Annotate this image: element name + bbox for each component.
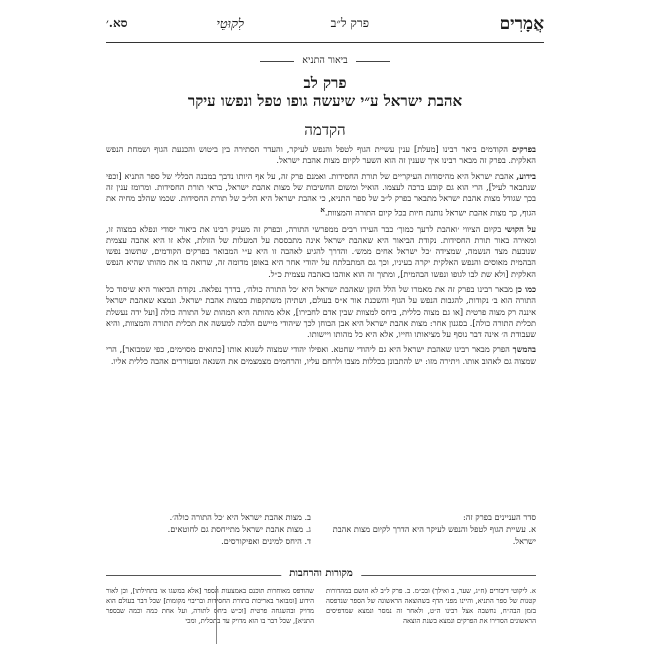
running-header: [106, 14, 544, 40]
header-page-number: סא.׳: [106, 16, 128, 30]
summary-item: ג. מצות אהבת ישראל מתייחסת גם לחוטאים.: [167, 524, 311, 534]
paragraph-text: אהבת ישראל היא מהיסודות העיקריים של תורת החסידות. ואמנם פרק זה, על אף היותו נדבך במבנה הכללי של ספר התניא [וכפי שנתבאר לעיל], הרי הוא גם קובע ברכה לעצמו. הואיל ומשום החשיבות של מצות אהבת ישראל, בראי תורת החסידות. ומרומז ענין זה בכך שגודל מצות אהבת ישראל מתבאר בפרק ל״ב של ספר התניא, כי אהבת ישראל היא הל״ב של תורת החסידות. שכמו שהלב מחיה את הגוף, כך מצות אהבת ישראל נותנת חיות בכל קיום התורה והמצוות.: [106, 170, 536, 219]
paragraph: [106, 144, 536, 167]
footnotes: [106, 586, 536, 644]
summary-left-column: [106, 511, 311, 547]
paragraph-text: הקודמים ביאר רבינו [מעלת] ענין עשיית הגוף לטפל והנפש לעיקר, והעדר הסתירה בין ביטוש והכנעת הגוף ושמחת הנפש האלקית. בפרק זה מבאר רבינו איך שענין זה הוא השער לקיום מצות אהבת ישראל.: [106, 144, 536, 166]
header-chapter: פרק ל״ב: [330, 16, 369, 30]
paragraph: [106, 171, 536, 220]
summary-item: ב. מצות אהבת ישראל היא ׳כל התורה כולה׳.: [169, 512, 311, 522]
paragraph-lead: בהמשך: [512, 344, 536, 355]
summary-item: א. עשיית הגוף לטפל והנפש לעיקר היא הדרך לקיום מצות אהבת ישראל.: [332, 524, 536, 546]
paragraph-text: מבאר רבינו בפרק זה את מאמרו של הלל הזקן שאהבת ישראל היא ׳כל התורה כולה׳, בדרך נפלאה. נקודת הביאור היא שיסוד כל התורה הוא ב׳ נקודות, להגבות הנפש על הגוף והשכנת אור א״ס בעולם, ושתיהן משתקפות במצות אהבת ישראל. ונמצא שאהבת ישראל איננה רק מצוה פרטית [או גם מצוה כללית, ביחס למצוות שבין אדם לחבירו], אלא מהותה היא המהות של התורה כולה [ועל ידה נעשלת תכלית התורה כולה]. בסגנון אחר: מצות אהבת ישראל היא אבן הבוחן לכך שיהודי מיישם הלכה למעשה את תכלית התורה והמצוות, והיא שעבודת ה׳ אינה דבר נוסף על מציאותו וחייו, אלא היא כל מהותו ויישותו.: [106, 284, 536, 340]
paragraph-lead: כמו כן: [515, 284, 536, 294]
paragraph-lead: בפרקים: [511, 144, 536, 154]
body-text: [106, 144, 536, 371]
footnote-column-right: א. ליקוטי דיבורים (ח״ג, שער, ב ואילך) ובכ״מ. ב. פרק ל״ב לא הושם במהדורות קטנות של ספר התניא, והיינו מפני הדף בשהוצאה הראשונה של הספר שנדפסה בזמן הבה״ח, נחשבה אצל רבינו ה״ט, ולאחר זה נמסר ונמצא שמדפיסים הראשונים הסדירו את הפרקים ונמצא בשנת הוצאה: [326, 587, 536, 625]
paragraph: [106, 224, 536, 280]
chapter-summary: [106, 511, 536, 561]
sources-label: מקורות והרחבות: [281, 568, 361, 579]
intro-heading: הקדמה: [304, 121, 346, 139]
chapter-number: פרק לב: [303, 74, 347, 92]
paragraph: [106, 284, 536, 340]
paragraph-lead: בידוע,: [516, 170, 536, 181]
footnote-marker[interactable]: א: [320, 205, 325, 215]
summary-item: ד. היחס למינים ואפיקורסים.: [221, 536, 311, 546]
section-label: [0, 55, 650, 66]
header-series: לִקוּטֵי: [216, 17, 244, 32]
header-book-title: אֲמָרִים: [499, 14, 544, 34]
paragraph: [106, 344, 536, 367]
summary-heading: סדר העניינים בפרק זה:: [462, 512, 536, 522]
footnote-column-left: שהודפס מאוחרות תוכנם באמצעות הספר [אלא במשגו או בתחילתו], וכן לאור הידוע [ומבואר באריכות בתורת החסידות ובריבוי מקומות] שכל דבר בעולם הוא מדויק ובהשגחה פרטית [וכ״ש ביחס לתורה, ועל אחת כמה וכמה שבספר התניא], שכל דבר בו הוא מדויק עד בתכלית, ומכי: [106, 587, 314, 625]
paragraph-text: בקיום הציווי ׳ואהבת לרעך כמוך׳ כבר העירו רבים ממפרשי התורה, ובפרק זה מעניק רבינו את ביאור יסודי ונפלא במצוה זו, ומאירה באור תורת החסידות. נקודת הביאור היא שאהבת ישראל אינה מתבססת על המעלות של הזולת, אלא זו היא אהבה עצמית שנובעת מצד הנשמה, שמצידה ׳כל ישראל אחים ממש׳. והדרך להגיע לאהבה זו היא ע״י המבואר בפרקים הקודמים, שתשוב נפשו הבהמית מאוסים והנפש האלקית יקרה בעיניו, וכך גם המתבלתח על יהודי אחר היא באופן מדומה זה, שרואה בו את מהותו שהיא הנפש האלקית [ולא שת לבו לגופו ונפשו הבהמית], ומתוך זה הוא אוהבו באהבה עצמית כ״ל.: [106, 223, 536, 279]
sources-divider: [106, 568, 536, 584]
paragraph-lead: על הקושי: [504, 223, 536, 234]
column-divider: [216, 586, 217, 644]
summary-right-column: [321, 511, 536, 547]
paragraph-text: הפרק מבאר רבינו שאהבת ישראל היא גם ליהודי שחטא. ואפילו יהודי שמצוה לשנוא אותו [כתואים מסוימים, כפי שמבואר], הרי שמצוה גם לאהוב אותו. ויתירה מזו: יש להתבונן בכללות מצבו ולרחם עליו, והרחמים מצמצמים את השנאה ומעוררים אהבה כללית אליו.: [106, 344, 536, 366]
header-rule: [106, 42, 544, 43]
section-label-text: ביאור התניא: [294, 55, 355, 66]
chapter-title: אהבת ישראל ע״י שיעשה גופו טפל ונפשו עיקר: [187, 92, 463, 110]
